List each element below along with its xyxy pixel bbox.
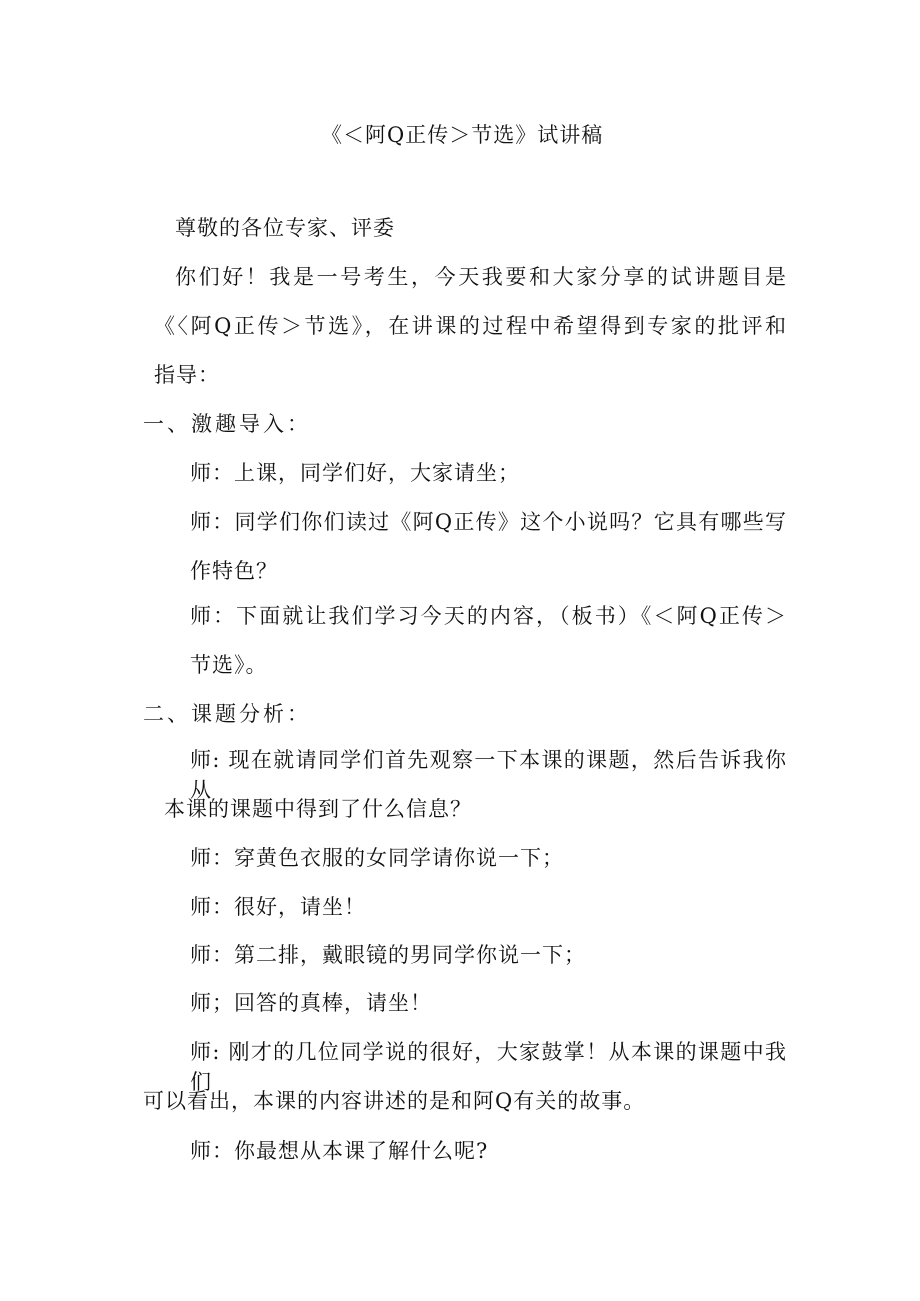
- section2-paragraph-6-line-1: 师: 刚才的几位同学说的很好，大家鼓掌！从本课的课题中我们: [190, 1040, 787, 1094]
- section-heading-2: 二、课题分析：: [143, 702, 311, 726]
- section1-paragraph-3-line-1: 师：下面就让我们学习今天的内容，（板书）《＜阿Q正传＞: [190, 604, 787, 628]
- section2-paragraph-2: 师：穿黄色衣服的女同学请你说一下；: [190, 846, 564, 870]
- section2-paragraph-1-line-2: 本课的课题中得到了什么信息？: [164, 797, 472, 821]
- section1-paragraph-3-line-2: 节选》。: [190, 653, 268, 677]
- document-title: 《＜阿Q正传＞节选》试讲稿: [321, 123, 604, 147]
- intro-line-2: 《〈阿Q正传＞节选》，在讲课的过程中希望得到专家的批评和: [154, 314, 787, 338]
- section2-paragraph-3: 师：很好，请坐！: [190, 895, 366, 919]
- section1-paragraph-1: 师：上课，同学们好，大家请坐；: [190, 461, 520, 485]
- section2-paragraph-4: 师：第二排，戴眼镜的男同学你说一下；: [190, 943, 586, 967]
- section2-paragraph-1-line-1: 师: 现在就请同学们首先观察一下本课的课题，然后告诉我你从: [190, 748, 787, 802]
- section-heading-1: 一、激趣导入：: [143, 412, 311, 436]
- section2-paragraph-5: 师；回答的真棒，请坐！: [190, 991, 432, 1015]
- section1-paragraph-2-line-1: 师：同学们你们读过《阿Q正传》这个小说吗？它具有哪些写: [190, 510, 787, 534]
- section1-paragraph-2-line-2: 作特色？: [190, 559, 278, 583]
- intro-line-1: 你们好！我是一号考生，今天我要和大家分享的试讲题目是: [175, 265, 787, 289]
- section2-paragraph-6-line-2: 可以看出，本课的内容讲述的是和阿Q有关的故事。: [143, 1089, 646, 1113]
- section2-paragraph-7: 师：你最想从本课了解什么呢?: [190, 1139, 489, 1163]
- salutation: 尊敬的各位专家、评委: [175, 216, 395, 240]
- intro-line-3: 指导：: [154, 363, 220, 387]
